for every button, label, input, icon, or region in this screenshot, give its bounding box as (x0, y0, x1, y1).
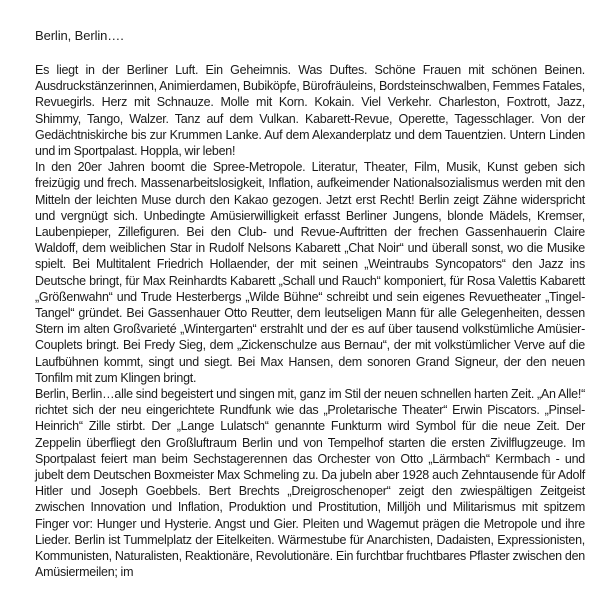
document-title: Berlin, Berlin…. (35, 28, 124, 43)
paragraph-intro: Es liegt in der Berliner Luft. Ein Geheimnis. Was Duftes. Schöne Frauen mit schönen Beinen. Ausdruckstänzerinnen, Animierdamen, Bubiköpfe, Bürofräuleins, Bordsteinschwalben, Femmes Fatales, Revuegirls. Herz mit Schnauze. Molle mit Korn. Kokain. Viel Verkehr. Charleston, Foxtrott, Jazz, Shimmy, Tango, Walzer. Tanz auf dem Vulkan. Kabarett-Revue, Operette, Tagesschlager. Von der Gedächtniskirche bis zur Krummen Lanke. Auf dem Alexanderplatz und dem Tauentzien. Untern Linden und im Sportpalast. Hoppla, wir leben! (35, 63, 585, 159)
document-body (35, 62, 585, 581)
paragraph-twenties: In den 20er Jahren boomt die Spree-Metropole. Literatur, Theater, Film, Musik, Kunst geben sich freizügig und frech. Massenarbeitslosigkeit, Inflation, aufkeimender Nationalsozialismus werden mit den Mitteln der leichten Muse durch den Kakao gezogen. Jetzt erst Recht! Berlin zeigt Zähne widerspricht und vergnügt sich. Unbedingte Amüsierwilligkeit erfasst Berliner Jungens, blonde Mädels, Kremser, Laubenpieper, Zillefiguren. Bei den Club- und Revue-Auftritten der frechen Gassenhauerin Claire Waldoff, dem weiblichen Star in Rudolf Nelsons Kabarett „Chat Noir“ und überall sonst, wo die Musike spielt. Bei Multitalent Friedrich Hollaender, der mit seinen „Weintraubs Syncopators“ den Jazz ins Deutsche bringt, für Max Reinhardts Kabarett „Schall und Rauch“ komponiert, für Rosa Valettis Kabarett „Größenwahn“ und Trude Hesterbergs „Wilde Bühne“ schreibt und sein eigenes Revuetheater „Tingel-Tangel“ gründet. Bei Gassenhauer Otto Reutter, dem leutseligen Mann für alle Gelegenheiten, dessen Stern im alten Großvarieté „Wintergarten“ erstrahlt und der es auf über tausend volkstümliche Amüsier-Couplets bringt. Bei Fredy Sieg, dem „Zickenschulze aus Bernau“, der mit volkstümlicher Verve auf die Laufbühnen kommt, singt und siegt. Bei Max Hansen, dem sonoren Grand Signeur, der den neuen Tonfilm mit zum Klingen bringt. (35, 160, 585, 385)
paragraph-berlin-berlin: Berlin, Berlin…alle sind begeistert und singen mit, ganz im Stil der neuen schnellen harten Zeit. „An Alle!“ richtet sich der neu eingerichtete Rundfunk wie das „Proletarische Theater“ Erwin Piscators. „Pinsel-Heinrich“ Zille stirbt. Der „Lange Lulatsch“ genannte Funkturm wird Symbol für die neue Zeit. Der Zeppelin überfliegt den Großluftraum Berlin und von Tempelhof starten die ersten Zivilflugzeuge. Im Sportpalast feiert man beim Sechstagerennen das Orchester von Otto „Lärmbach“ Kermbach - und jubelt dem Deutschen Boxmeister Max Schmeling zu. Da jubeln aber 1928 auch Zehntausende für Adolf Hitler und Joseph Goebbels. Bert Brechts „Dreigroschenoper“ zeigt den zwiespältigen Zeitgeist zwischen Innovation und Inflation, Produktion und Prostitution, Milljöh und Militarismus mit spitzem Finger vor: Hunger und Hysterie. Angst und Gier. Pleiten und Wagemut prägen die Metropole und ihre Lieder. Berlin ist Tummelplatz der Eitelkeiten. Wärmestube für Anarchisten, Dadaisten, Expressionisten, Kommunisten, Naturalisten, Reaktionäre, Revolutionäre. Ein furchtbar fruchtbares Pflaster zwischen den Amüsiermeilen; im (35, 387, 585, 580)
